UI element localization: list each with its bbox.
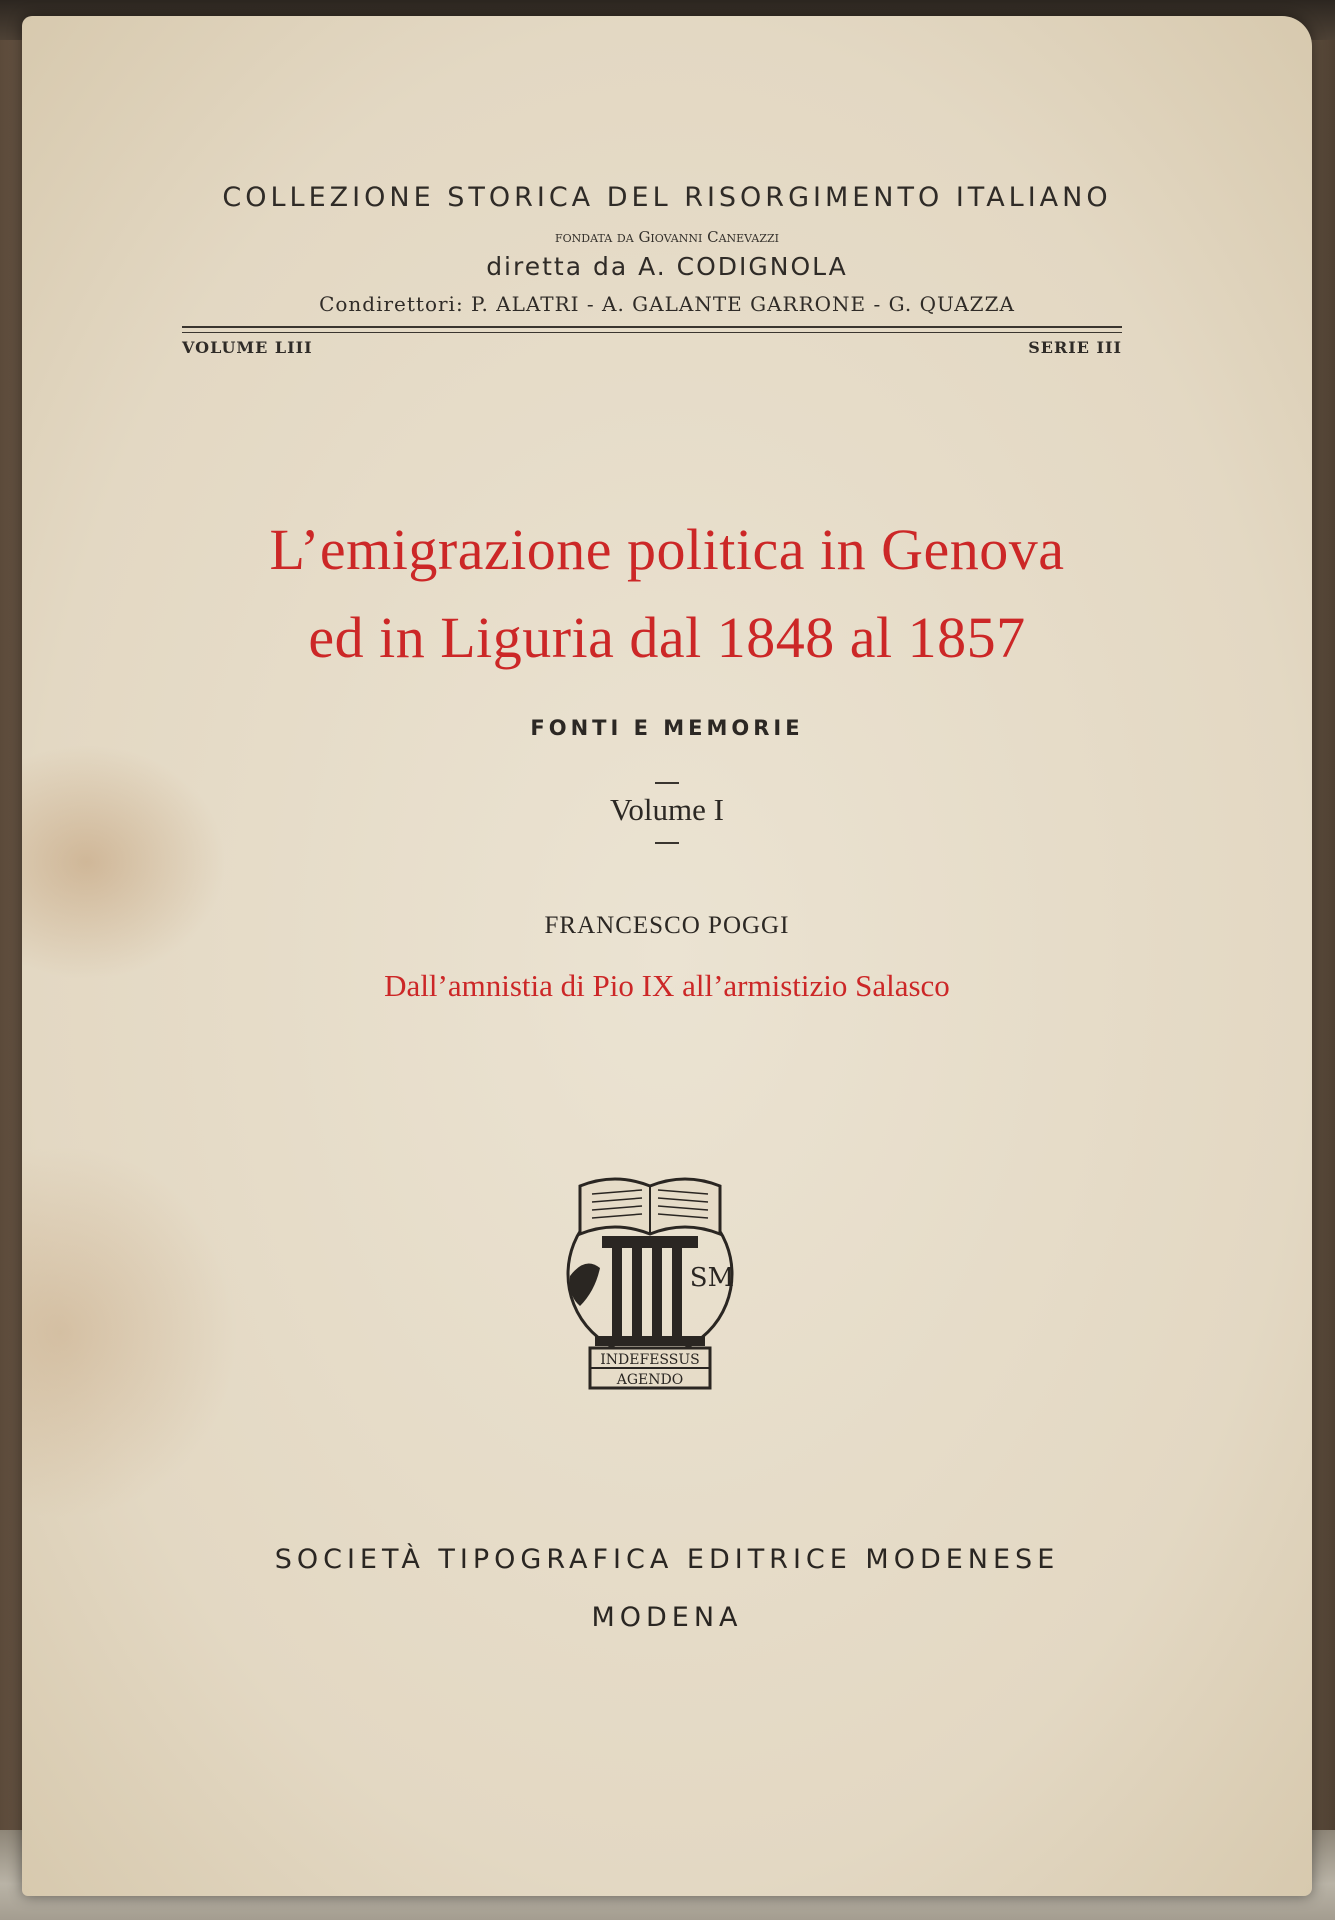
series-number: SERIE III <box>1028 338 1122 357</box>
codirectors-credit: Condirettori: P. ALATRI - A. GALANTE GARRONE - G. QUAZZA <box>319 292 1015 316</box>
volume-label: Volume I <box>610 792 724 827</box>
publisher-name: SOCIETÀ TIPOGRAFICA EDITRICE MODENESE <box>274 1544 1060 1575</box>
volume-rule-top <box>655 782 679 784</box>
book-cover <box>22 16 1312 1896</box>
main-title-line-1: L’emigrazione politica in Genova <box>269 517 1065 582</box>
header-rule <box>182 326 1122 333</box>
main-title-line-2: ed in Liguria dal 1848 al 1857 <box>308 605 1026 670</box>
director-credit: diretta da A. CODIGNOLA <box>486 252 848 281</box>
volume-rule-bottom <box>655 842 679 844</box>
volume-subject: Dall’amnistia di Pio IX all’armistizio Salasco <box>384 968 950 1003</box>
device-monogram: SM <box>689 1263 735 1293</box>
publisher-city: MODENA <box>591 1602 743 1633</box>
device-motto-2: AGENDO <box>616 1372 684 1388</box>
series-title: COLLEZIONE STORICA DEL RISORGIMENTO ITALIANO <box>222 182 1112 213</box>
printer-device-emblem <box>540 1156 760 1396</box>
device-motto-1: INDEFESSUS <box>600 1352 700 1368</box>
subtitle: FONTI E MEMORIE <box>530 716 804 740</box>
author-name: FRANCESCO POGGI <box>544 912 790 939</box>
founder-credit: fondata da Giovanni Canevazzi <box>555 228 779 246</box>
volume-number: VOLUME LIII <box>182 338 313 357</box>
